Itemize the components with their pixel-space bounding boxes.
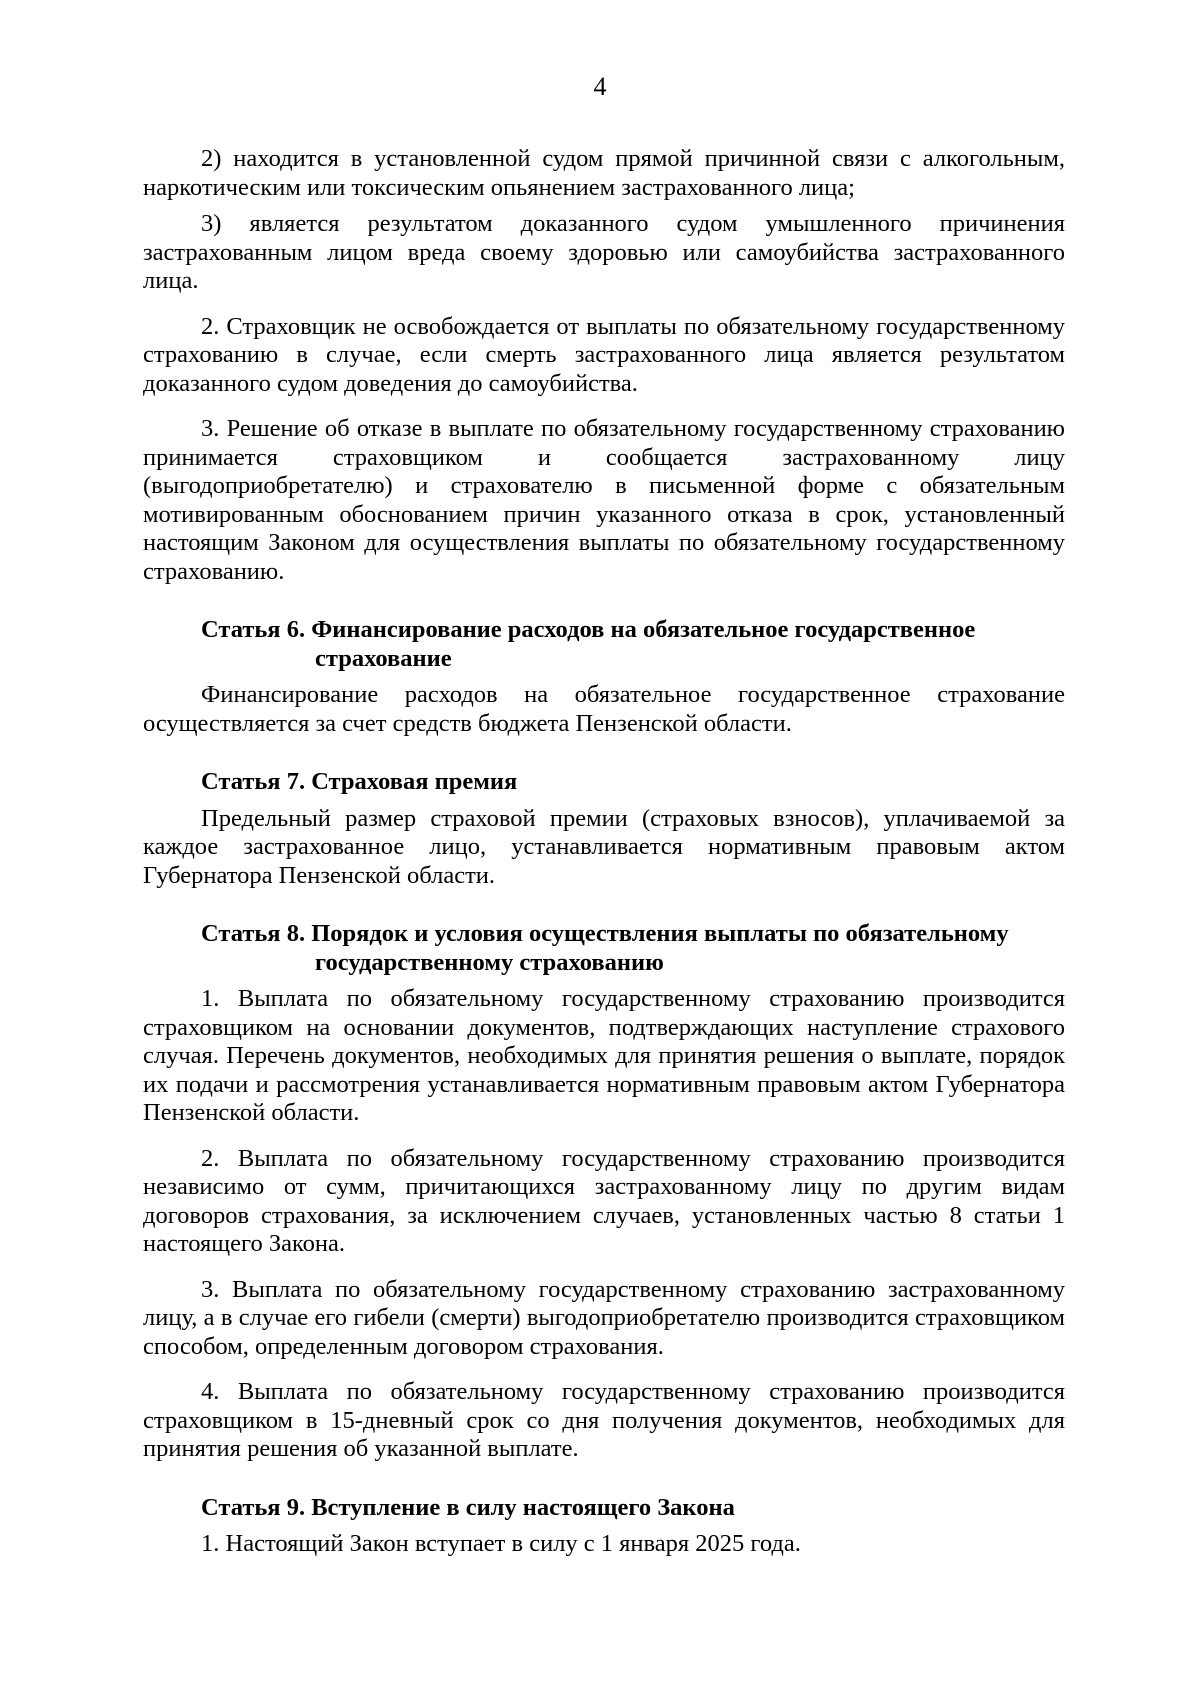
document-body: [143, 145, 1065, 1559]
article-8-heading-line-2: государственному страхованию: [315, 948, 664, 976]
article-8-heading-line-1: Статья 8. Порядок и условия осуществления выплаты по обязательному: [201, 920, 1009, 947]
article-8-heading: [143, 920, 1065, 977]
article-8-part-3: 3. Выплата по обязательному государственному страхованию застрахованному лицу, а в случае его гибели (смерти) выгодоприобретателю производится страховщиком способом, определенным договором страхования.: [143, 1275, 1065, 1360]
article-8-part-2: 2. Выплата по обязательному государственному страхованию производится независимо от сумм, причитающихся застрахованному лицу по другим видам договоров страхования, за исключением случаев, установленных частью 8 статьи 1 настоящего Закона.: [143, 1144, 1065, 1257]
paragraph-item-3: 3) является результатом доказанного судом умышленного причинения застрахованным лицом вреда своему здоровью или самоубийства застрахованного лица.: [143, 210, 1065, 294]
article-6-heading-line-2: страхование: [315, 644, 452, 672]
article-8-part-1: 1. Выплата по обязательному государственному страхованию производится страховщиком на основании документов, подтверждающих наступление страхового случая. Перечень документов, необходимых для принятия решения о выплате, порядок их подачи и рассмотрения устанавливается нормативным правовым актом Губернатора Пензенской области.: [143, 985, 1065, 1126]
article-6-text: Финансирование расходов на обязательное государственное страхование осуществляется за счет средств бюджета Пензенской области.: [143, 681, 1065, 737]
paragraph-part-3: 3. Решение об отказе в выплате по обязательному государственному страхованию принимается страховщиком и сообщается застрахованному лицу (выгодоприобретателю) и страхователю в письменной форме с обязательным мотивированным обоснованием причин указанного отказа в срок, установленный настоящим Законом для осуществления выплаты по обязательному государственному страхованию.: [143, 415, 1065, 585]
paragraph-item-2: 2) находится в установленной судом прямой причинной связи с алкогольным, наркотическим или токсическим опьянением застрахованного лица;: [143, 145, 1065, 201]
article-6-heading-line-1: Статья 6. Финансирование расходов на обязательное государственное: [201, 616, 976, 643]
article-6-heading: [143, 616, 1065, 673]
page-number: 4: [593, 72, 607, 101]
paragraph-part-2: 2. Страховщик не освобождается от выплаты по обязательному государственному страхованию в случае, если смерть застрахованного лица является результатом доказанного судом доведения до самоубийства.: [143, 312, 1065, 397]
article-7-heading: Статья 7. Страховая премия: [201, 768, 518, 795]
article-9-part-1: 1. Настоящий Закон вступает в силу с 1 января 2025 года.: [201, 1530, 801, 1557]
article-9-heading: Статья 9. Вступление в силу настоящего Закона: [201, 1493, 735, 1521]
article-7-text: Предельный размер страховой премии (страховых взносов), уплачиваемой за каждое застрахованное лицо, устанавливается нормативным правовым актом Губернатора Пензенской области.: [143, 804, 1065, 889]
article-8-part-4: 4. Выплата по обязательному государственному страхованию производится страховщиком в 15-дневный срок со дня получения документов, необходимых для принятия решения об указанной выплате.: [143, 1378, 1065, 1462]
